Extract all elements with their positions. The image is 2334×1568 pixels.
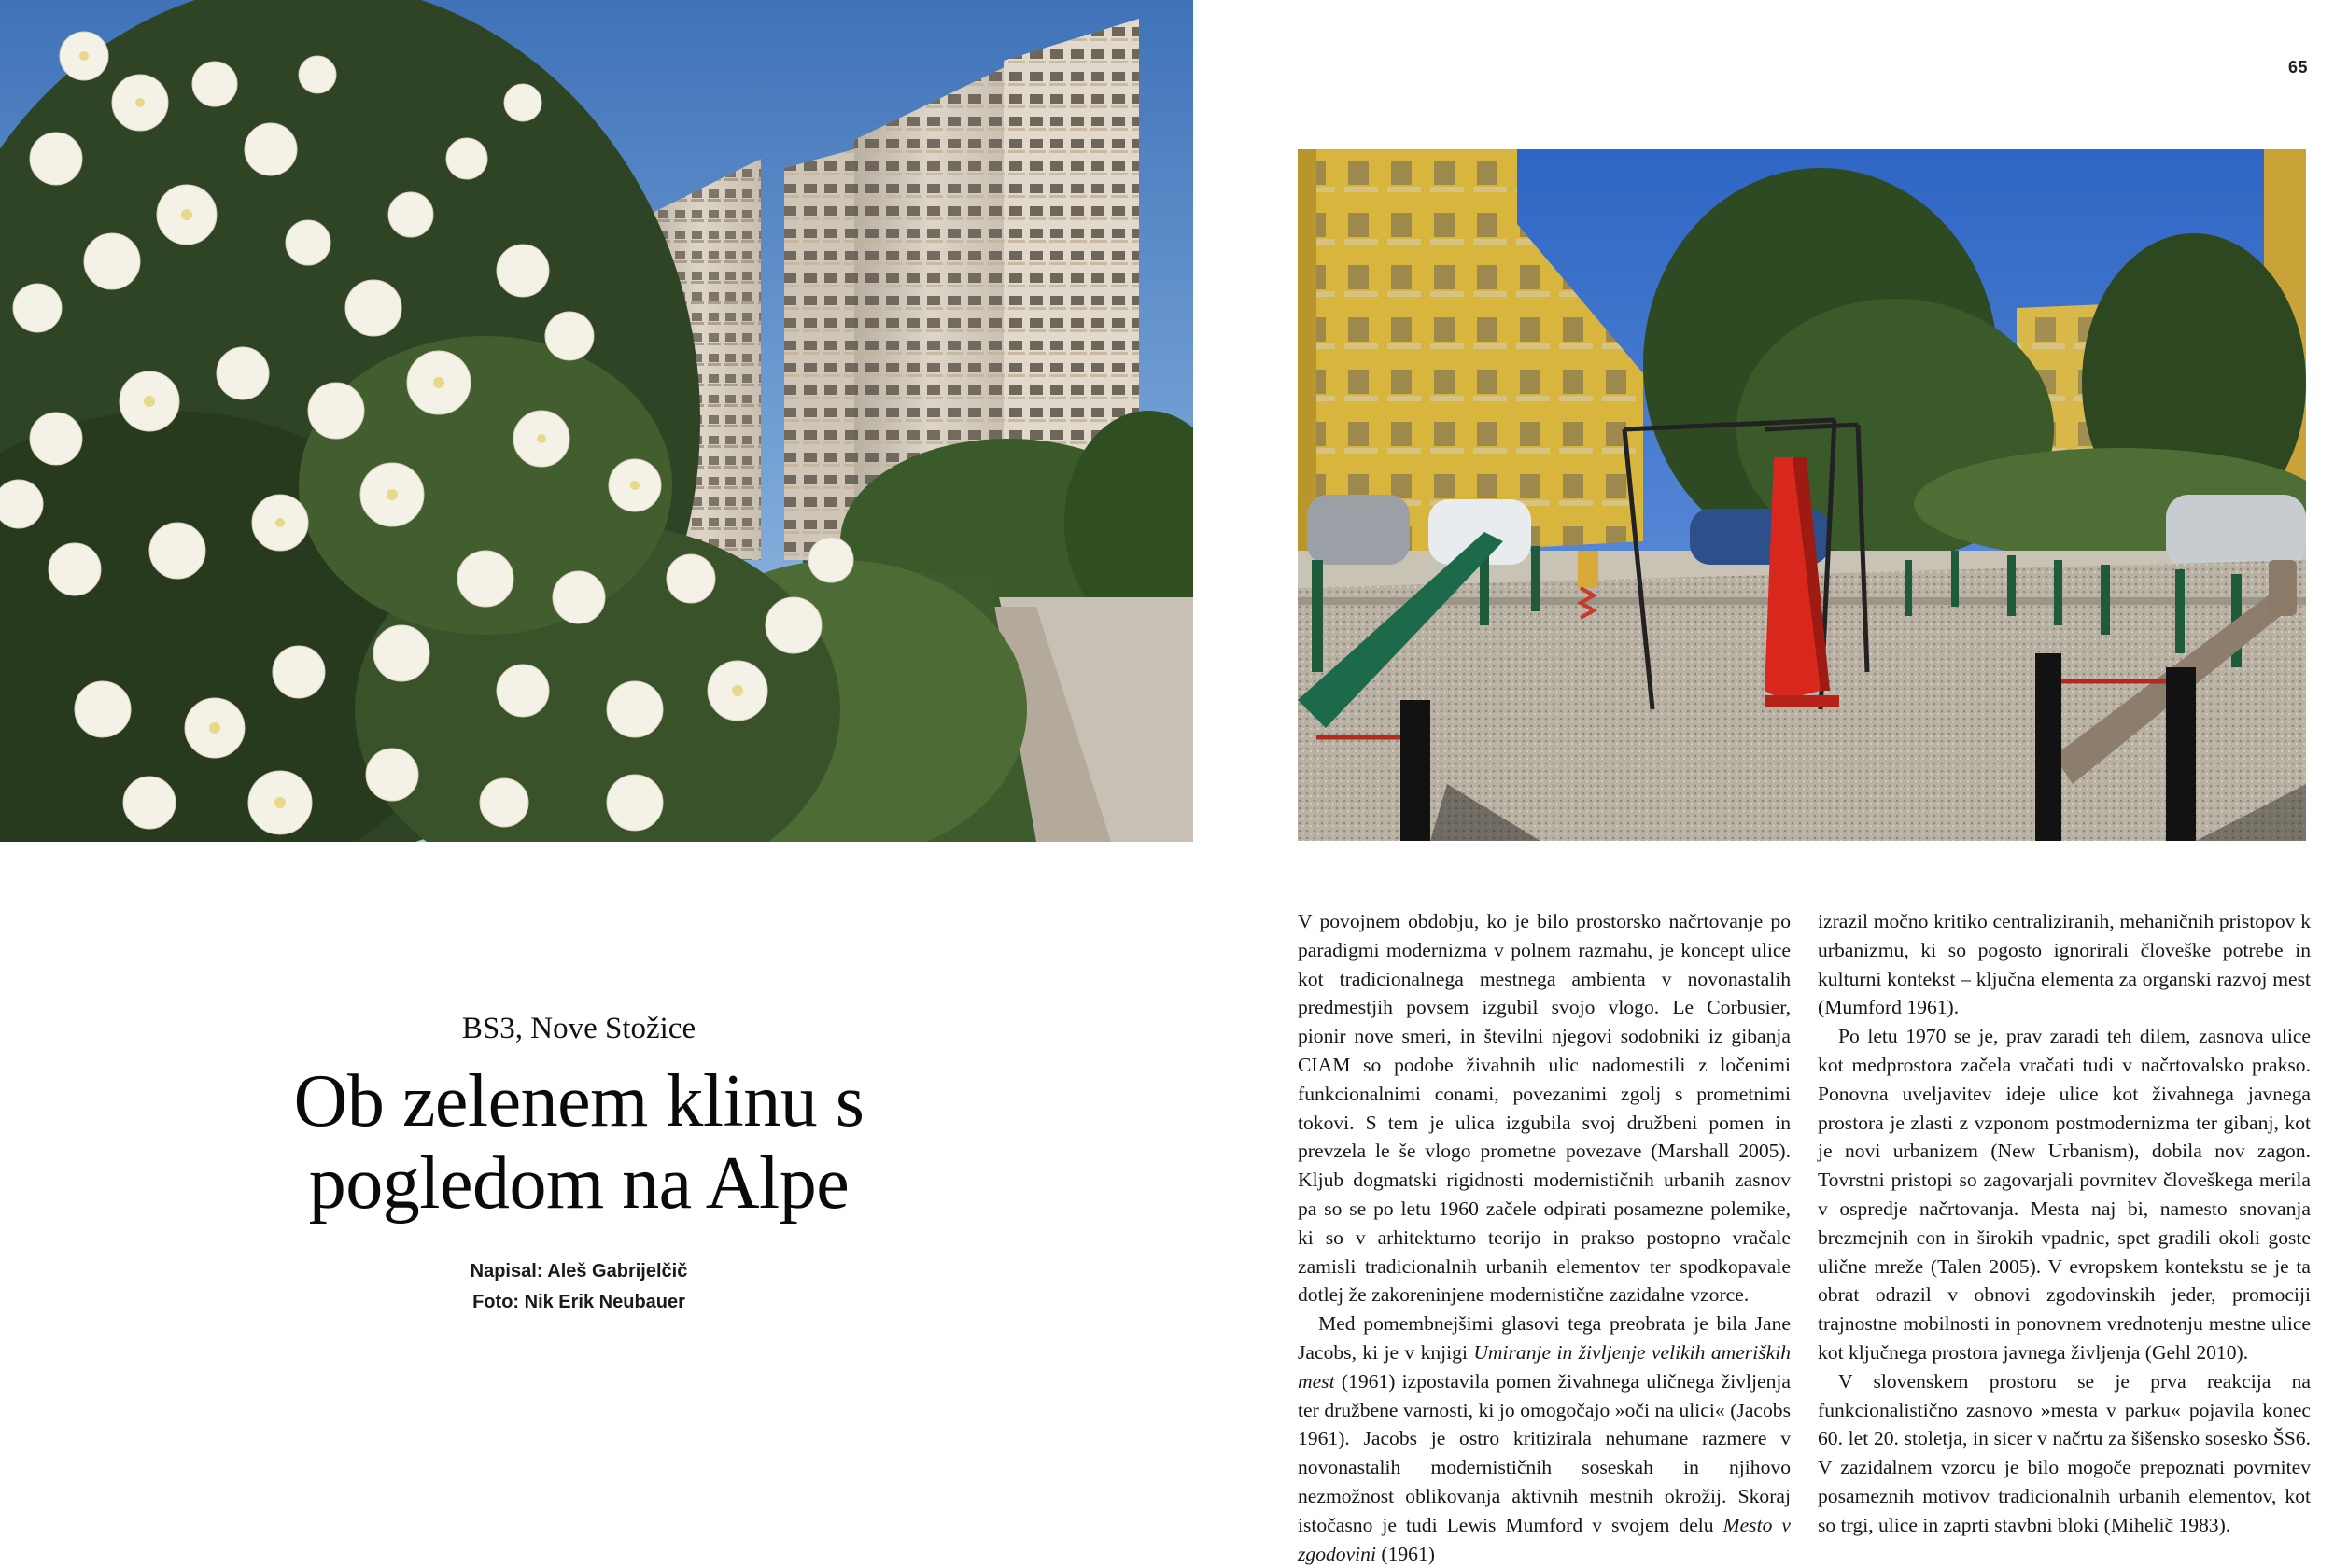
article-headline [205, 1060, 952, 1225]
column-1-paragraph-2 [1298, 1309, 1791, 1568]
article-credits [205, 1256, 952, 1318]
article-title-block [205, 1010, 952, 1318]
column-1-paragraph-1: V povojnem obdobju, ko je bilo prostorsko načrtovanje po paradigmi modernizma v polnem razmahu, je koncept ulice kot tradicionalnega mestnega ambienta v novonastalih predmestjih povsem izgubil svojo vlogo. Le Corbusier, pionir nove smeri, in številni njegovi sodobniki iz gibanja CIAM so podobe živahnih ulic nadomestili z ločenimi funkcionalnimi conami, povezanimi zgolj s prometnimi tokovi. S tem je ulica izgubila svoj družbeni pomen in prevzela le še vlogo prometne povezave (Marshall 2005). Kljub dogmatski rigidnosti modernističnih urbanih zasnov pa so se po letu 1960 začele odpirati posamezne polemike, ki so v arhitekturno teorijo in prakso postopno vračale zamisli tradicionalnih urbanih elementov ter spodkopavale dotlej že zakoreninjene modernistične zazidalne vzorce. [1298, 910, 1791, 1307]
paragraph-2-text-a: Med pomembnejšimi glasovi tega preobrata je bila Jane Jacobs, ki je v knjigi [1298, 1312, 1791, 1364]
playground-yellow-apartments-photo [1298, 149, 2306, 841]
article-kicker: BS3, Nove Stožice [461, 1012, 696, 1045]
book-title-jacobs: Umiranje in življenje velikih ameriških mest [1298, 1340, 1791, 1393]
column-2-paragraph-1: izrazil močno kritiko centraliziranih, mehaničnih pristopov k urbanizmu, ki so pogosto ignorirali človeške potrebe in kulturni kontekst – ključna elementa za organski razvoj mest (Mumford 1961). [1818, 910, 2311, 1019]
page-number: 65 [2287, 58, 2308, 77]
paragraph-2-text-b: (1961) izpostavila pomen živahnega uličnega življenja ter družbene varnosti, ki jo omogočajo »oči na ulici« (Jacobs 1961). Jacobs je ostro kritizirala nehumane razmere v novonastalih modernističnih soseskah in njihovo nezmožnost oblikovanja aktivnih mestnih okrožij. Skoraj istočasno je tudi Lewis Mumford v svojem delu [1298, 1369, 1791, 1536]
book-title-mumford: Mesto v zgodovini [1298, 1513, 1791, 1565]
author-credit: Napisal: Aleš Gabrijelčič [470, 1261, 688, 1281]
paragraph-2-text-c: (1961) [1375, 1542, 1435, 1565]
column-2-paragraph-2: Po letu 1970 se je, prav zaradi teh dilem, zasnova ulice kot medprostora začela vračati tudi v načrtovalsko prakso. Ponovna uveljavitev ideje ulice kot živahnega javnega prostora je zlasti z vzponom postmodernizma ter gibanj, kot je novi urbanizem (New Urbanism), dobila nov zagon. Tovrstni pristopi so zagovarjali povrnitev človeškega merila v ospredje načrtovanja. Mesta naj bi, namesto snovanja brezmejnih con in širokih vpadnic, spet gradili okoli goste ulične mreže (Talen 2005). V evropskem kontekstu se je ta obrat odrazil v obnovi zgodovinskih jeder, promociji trajnostne mobilnosti in ponovnem vrednotenju mestne ulice kot ključnega prostora javnega življenja (Gehl 2010). [1818, 1025, 2311, 1364]
photographer-credit: Foto: Nik Erik Neubauer [472, 1292, 685, 1312]
headline-line-1: Ob zelenem klinu s [293, 1060, 865, 1142]
column-2-paragraph-3: V slovenskem prostoru se je prva reakcija na funkcionalistično zasnovo »mesta v parku« pojavila konec 60. let 20. stoletja, in sicer v načrtu za šišensko sosesko ŠS6. V zazidalnem vzorcu je bilo mogoče prepoznati povrnitev posameznih motivov tradicionalnih urbanih elementov, kot so trgi, ulice in zaprti stavbni bloki (Mihelič 1983). [1818, 1369, 2311, 1536]
headline-line-2: pogledom na Alpe [308, 1142, 850, 1225]
right-photo-illustration [1298, 149, 2306, 841]
jasmine-flowers-tower-blocks-photo [0, 0, 1193, 842]
body-column-1 [1298, 907, 1791, 1568]
body-column-2 [1818, 907, 2311, 1540]
left-photo-illustration [0, 0, 1193, 842]
